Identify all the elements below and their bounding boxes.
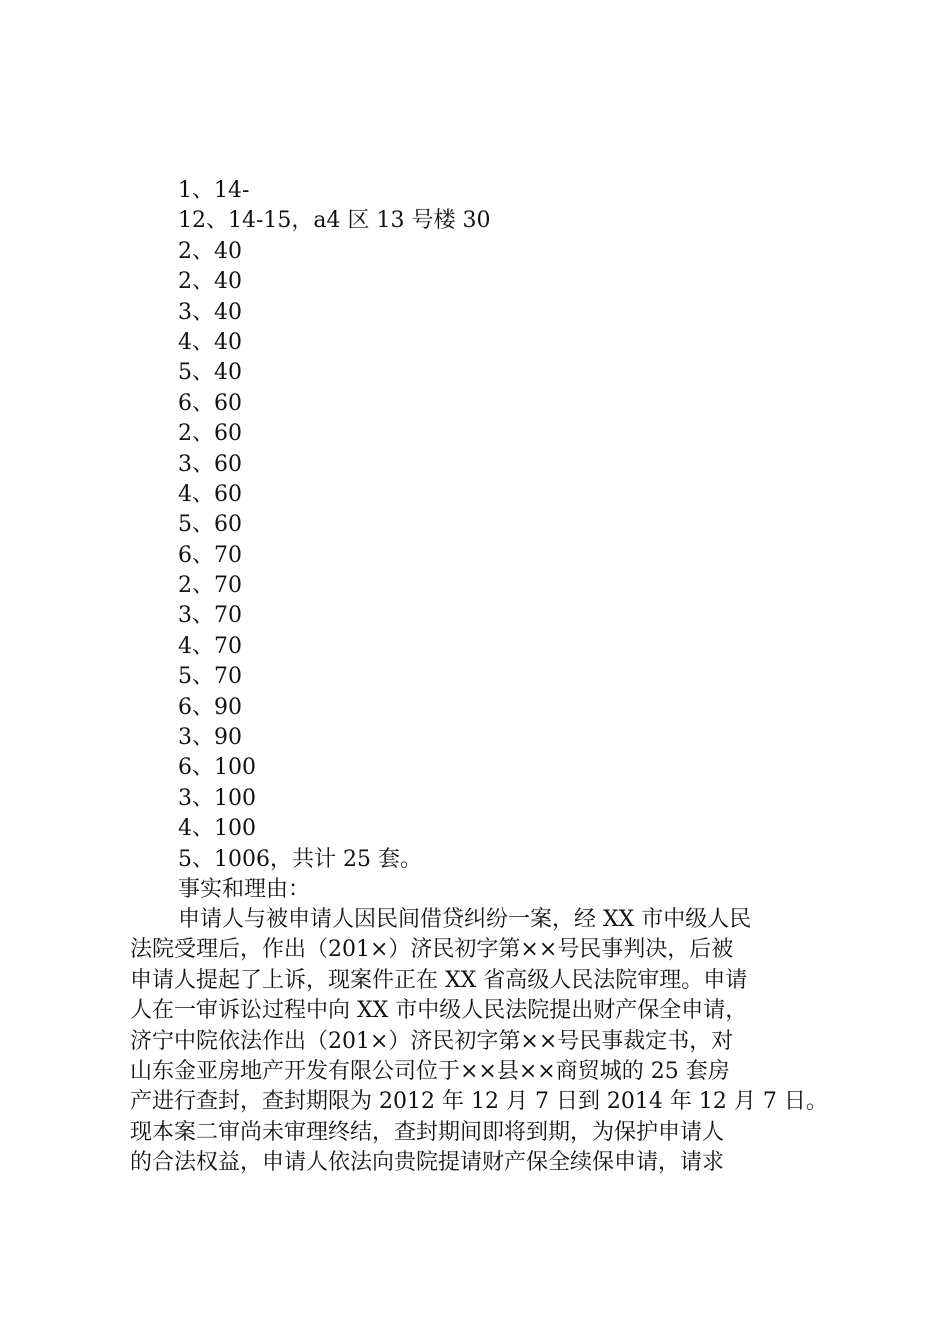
- property-unit-list: [178, 176, 491, 875]
- list-line: 5、60: [178, 512, 242, 538]
- list-line: 6、70: [178, 542, 242, 568]
- list-line: 3、40: [178, 299, 242, 325]
- list-line: 3、100: [178, 785, 256, 811]
- list-line: 4、70: [178, 633, 242, 659]
- list-line: 2、40: [178, 269, 242, 295]
- list-line: 6、90: [178, 694, 242, 720]
- list-line: 5、70: [178, 664, 242, 690]
- paragraph-line: 现本案二审尚未审理终结，查封期间即将到期，为保护申请人: [130, 1119, 725, 1145]
- list-line: 3、60: [178, 451, 242, 477]
- list-line: 5、1006，共计 25 套。: [178, 846, 422, 872]
- paragraph-line: 法院受理后，作出（201×）济民初字第××号民事判决，后被: [130, 937, 734, 963]
- facts-paragraph: [130, 905, 860, 1179]
- paragraph-line: 山东金亚房地产开发有限公司位于××县××商贸城的 25 套房: [130, 1058, 730, 1084]
- list-line: 4、40: [178, 329, 242, 355]
- paragraph-line: 人在一审诉讼过程中向 XX 市中级人民法院提出财产保全申请，: [130, 998, 748, 1024]
- paragraph-line: 的合法权益，申请人依法向贵院提请财产保全续保申请，请求: [130, 1150, 725, 1176]
- list-line: 6、60: [178, 390, 242, 416]
- list-line: 3、90: [178, 725, 242, 751]
- list-line: 6、100: [178, 755, 256, 781]
- paragraph-line: 济宁中院依法作出（201×）济民初字第××号民事裁定书，对: [130, 1028, 734, 1054]
- list-line: 4、60: [178, 481, 242, 507]
- paragraph-line: 申请人提起了上诉，现案件正在 XX 省高级人民法院审理。申请: [130, 967, 748, 993]
- paragraph-line: 产进行查封，查封期限为 2012 年 12 月 7 日到 2014 年 12 月 7 日。: [130, 1089, 828, 1115]
- list-line: 2、40: [178, 238, 242, 264]
- section-heading: 事实和理由：: [178, 877, 311, 902]
- list-line: 2、60: [178, 421, 242, 447]
- list-line: 12、14-15，a4 区 13 号楼 30: [178, 208, 491, 234]
- list-line: 1、14-: [178, 178, 250, 203]
- list-line: 5、40: [178, 360, 242, 386]
- list-line: 3、70: [178, 603, 242, 629]
- list-line: 4、100: [178, 816, 256, 842]
- list-line: 2、70: [178, 573, 242, 599]
- paragraph-line: 申请人与被申请人因民间借贷纠纷一案，经 XX 市中级人民: [178, 907, 752, 932]
